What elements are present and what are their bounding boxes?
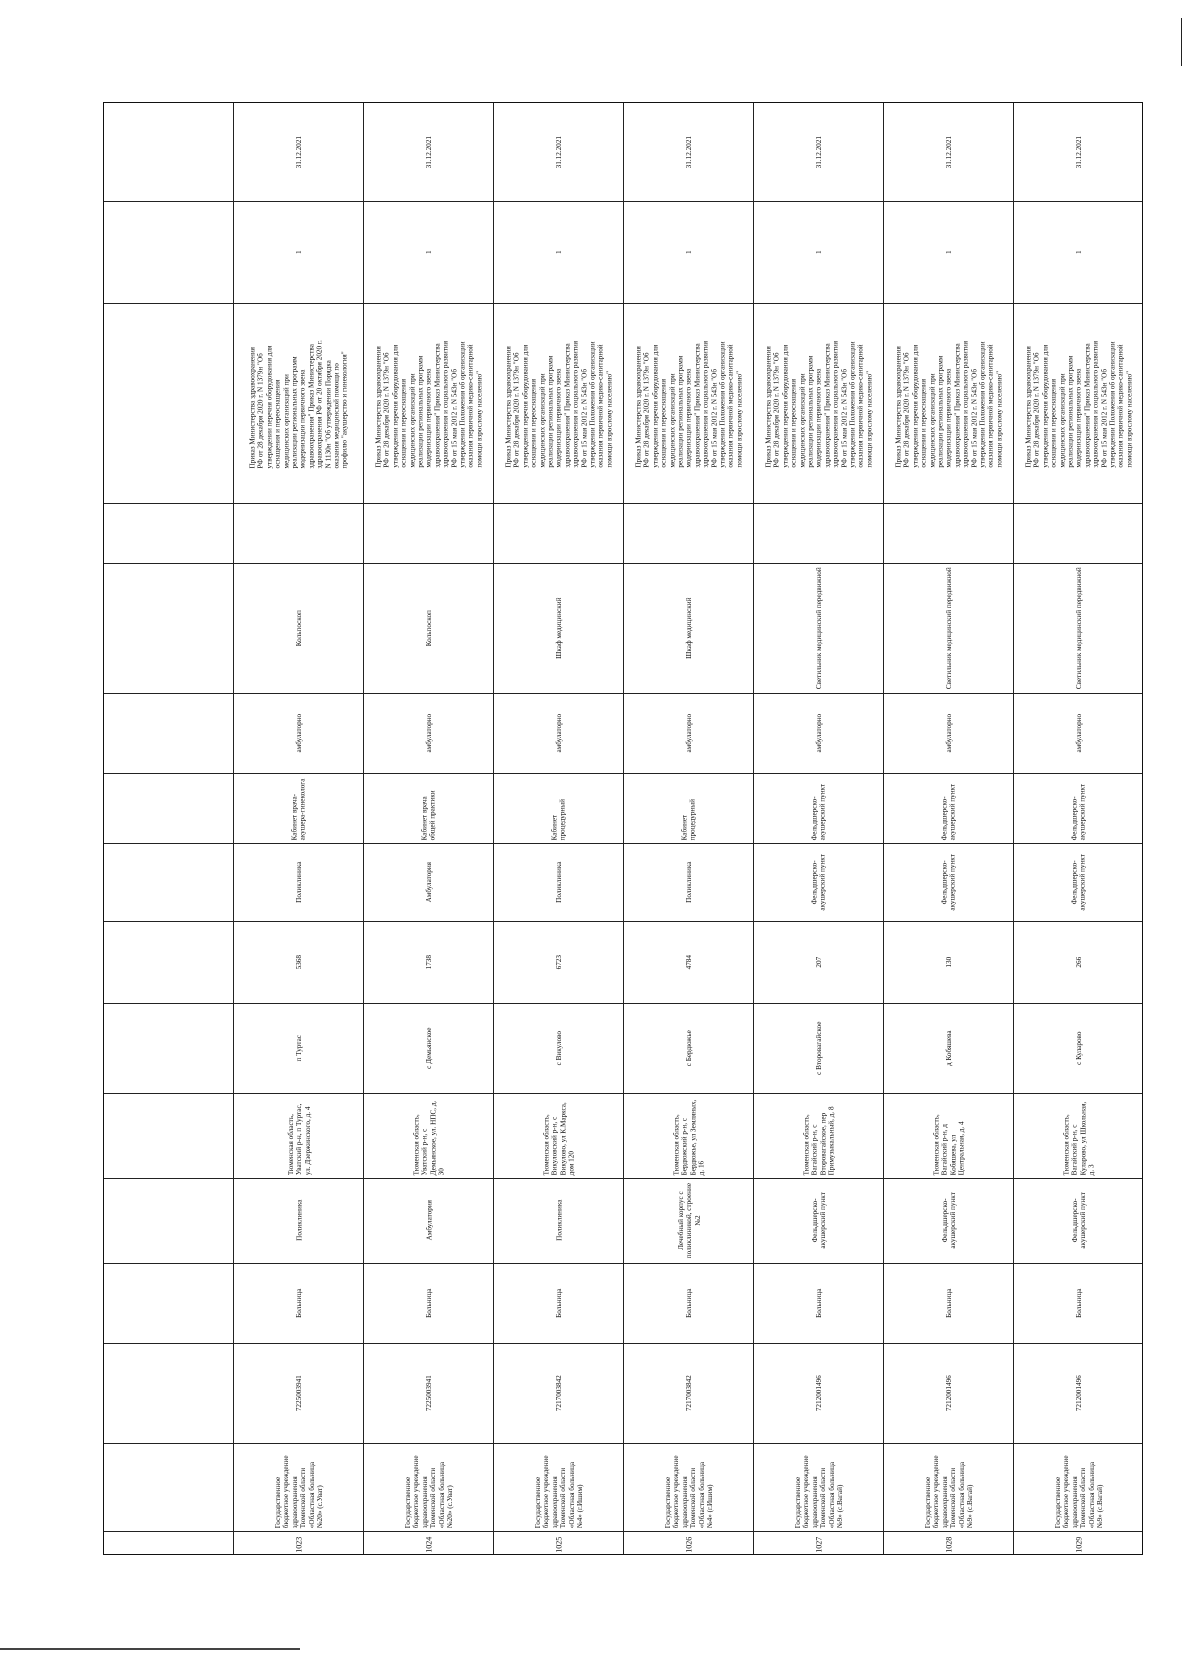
inn-cell-text: 7225003941	[294, 1375, 303, 1411]
unit-cell	[624, 1178, 754, 1263]
inn-cell-text: 7212001496	[814, 1375, 823, 1411]
care-form-cell-text: амбулаторно	[684, 713, 693, 753]
subunit-cell	[624, 843, 754, 921]
care-form-cell-text: амбулаторно	[814, 713, 823, 753]
locality-cell-text: п Туртас	[294, 1034, 303, 1062]
order-reference-cell	[754, 303, 884, 503]
room-cell	[364, 773, 494, 843]
order-reference-cell	[364, 303, 494, 503]
organization-cell-text: Государственное бюджетное учреждение здравоохранения Тюменской области «Областная больница №20» (с.Уват)	[403, 1455, 454, 1528]
room-cell	[494, 773, 624, 843]
extra-cell	[494, 503, 624, 563]
organization-cell	[494, 1443, 624, 1531]
care-form-cell	[494, 693, 624, 773]
subunit-cell-text: Амбулатория	[424, 861, 433, 903]
care-form-cell-text: амбулаторно	[944, 713, 953, 753]
organization-cell-text: Государственное бюджетное учреждение здравоохранения Тюменской области «Областная больница №4» (г.Ишим)	[533, 1455, 584, 1528]
order-reference-cell	[1014, 303, 1144, 503]
address-cell-text: Тюменская область, Уватский р-н, с Демьянское, ул. НПС, д. 30	[412, 1100, 446, 1175]
unit-cell	[1014, 1178, 1144, 1263]
quantity-cell-text: 1	[814, 250, 823, 254]
room-cell-text: Кабинет врача общей практики	[420, 790, 437, 840]
care-form-cell-text: амбулаторно	[424, 713, 433, 753]
table-row	[754, 103, 884, 1554]
date-cell	[494, 103, 624, 201]
row-number-cell-text: 1025	[553, 1537, 563, 1553]
facility-type-cell-text: Больница	[294, 1288, 303, 1318]
organization-cell-text: Государственное бюджетное учреждение здравоохранения Тюменской области «Областная больница №9» (с.Вагай)	[1053, 1455, 1104, 1528]
address-cell	[624, 1093, 754, 1178]
organization-cell	[234, 1443, 364, 1531]
population-cell	[624, 921, 754, 1003]
population-cell-text: 5368	[294, 954, 303, 970]
inn-cell-text: 7212001496	[1074, 1375, 1083, 1411]
extra-cell	[754, 503, 884, 563]
care-form-cell	[1014, 693, 1144, 773]
inn-cell	[624, 1343, 754, 1443]
equipment-cell	[754, 563, 884, 693]
locality-cell	[494, 1003, 624, 1093]
equipment-cell-text: Светильник медицинский передвижной	[814, 567, 823, 689]
header-strip	[104, 103, 234, 1554]
row-number-cell-text: 1028	[943, 1537, 953, 1553]
quantity-cell-text: 1	[294, 250, 303, 254]
equipment-cell-text: Светильник медицинский передвижной	[1074, 567, 1083, 689]
facility-type-cell-text: Больница	[424, 1288, 433, 1318]
population-cell	[754, 921, 884, 1003]
organization-cell-text: Государственное бюджетное учреждение здравоохранения Тюменской области «Областная больница №20» (с.Уват)	[273, 1455, 324, 1528]
unit-cell-text: Лечебный корпус с поликлиникой, строение №2	[676, 1182, 702, 1259]
row-number-cell-text: 1023	[293, 1537, 303, 1553]
order-reference-cell	[234, 303, 364, 503]
subunit-cell-text: Поликлиника	[554, 861, 563, 903]
order-reference-cell-text: Приказ Министерства здравоохранения РФ от 28 декабря 2020 г. N 1379н "Об утверждении перечня оборудования для оснащения и переоснащения медицинских организаций при реализации региональных программ модернизации первичного звена здравоохранения" Приказ Министерства здравоохранения РФ от 20 октября 2020 г. N 1130н "Об утверждении Порядка оказания медицинской помощи по профилю "акушерство и гинекология"	[248, 339, 350, 468]
quantity-cell	[754, 201, 884, 303]
population-cell-text: 1738	[424, 954, 433, 970]
facility-type-cell-text: Больница	[1074, 1288, 1083, 1318]
facility-type-cell	[234, 1263, 364, 1343]
quantity-cell-text: 1	[1074, 250, 1083, 254]
population-cell-text: 266	[1074, 956, 1083, 968]
organization-cell-text: Государственное бюджетное учреждение здравоохранения Тюменской области «Областная больница №9» (с.Вагай)	[923, 1455, 974, 1528]
facility-type-cell-text: Больница	[944, 1288, 953, 1318]
subunit-cell	[494, 843, 624, 921]
facility-type-cell-text: Больница	[814, 1288, 823, 1318]
table-row	[1014, 103, 1144, 1554]
quantity-cell	[884, 201, 1014, 303]
subunit-cell-text: Фельдшерско-акушерский пункт	[1070, 853, 1087, 911]
quantity-cell	[364, 201, 494, 303]
facility-type-cell	[884, 1263, 1014, 1343]
organization-cell	[624, 1443, 754, 1531]
address-cell	[234, 1093, 364, 1178]
subunit-cell	[754, 843, 884, 921]
row-number-cell	[1014, 1531, 1144, 1556]
room-cell	[1014, 773, 1144, 843]
organization-cell	[884, 1443, 1014, 1531]
table-row	[884, 103, 1014, 1554]
quantity-cell	[234, 201, 364, 303]
care-form-cell	[624, 693, 754, 773]
inn-cell	[884, 1343, 1014, 1443]
organization-cell	[754, 1443, 884, 1531]
unit-cell	[364, 1178, 494, 1263]
row-number-cell	[884, 1531, 1014, 1556]
inn-cell	[494, 1343, 624, 1443]
address-cell-text: Тюменская область, Вагайский р-н, д Кобяшева, ул Центральная, д. 4	[932, 1113, 966, 1175]
order-reference-cell-text: Приказ Министерства здравоохранения РФ от 28 декабря 2020 г. N 1379н "Об утверждении перечня оборудования для оснащения и переоснащения медицинских организаций при реализации региональных программ модернизации первичного звена здравоохранения" Приказ Министерства здравоохранения и социального развития РФ от 15 мая 2012 г. N 543н "Об утверждении Положения об организации оказания первичной медико-санитарной помощи взрослому населению"	[894, 341, 1004, 468]
order-reference-cell-text: Приказ Министерства здравоохранения РФ от 28 декабря 2020 г. N 1379н "Об утверждении перечня оборудования для оснащения и переоснащения медицинских организаций при реализации региональных программ модернизации первичного звена здравоохранения" Приказ Министерства здравоохранения и социального развития РФ от 15 мая 2012 г. N 543н "Об утверждении Положения об организации оказания первичной медико-санитарной помощи взрослому населению"	[504, 341, 614, 468]
extra-cell	[364, 503, 494, 563]
row-number-cell	[754, 1531, 884, 1556]
row-number-cell-text: 1026	[683, 1537, 693, 1553]
care-form-cell	[234, 693, 364, 773]
room-cell	[624, 773, 754, 843]
date-cell	[364, 103, 494, 201]
row-number-cell-text: 1029	[1073, 1537, 1083, 1553]
organization-cell	[364, 1443, 494, 1531]
order-reference-cell	[884, 303, 1014, 503]
facility-type-cell	[754, 1263, 884, 1343]
quantity-cell	[624, 201, 754, 303]
date-cell-text: 31.12.2021	[814, 135, 823, 169]
facility-type-cell	[494, 1263, 624, 1343]
table-row	[494, 103, 624, 1554]
population-cell-text: 4784	[684, 954, 693, 970]
facility-type-cell	[364, 1263, 494, 1343]
care-form-cell-text: амбулаторно	[1074, 713, 1083, 753]
scan-edge-mark	[1181, 18, 1182, 66]
extra-cell	[884, 503, 1014, 563]
facility-type-cell	[624, 1263, 754, 1343]
address-cell	[364, 1093, 494, 1178]
room-cell-text: Фельдшерско-акушерский пункт	[810, 783, 827, 840]
unit-cell-text: Поликлиника	[294, 1199, 303, 1242]
address-cell-text: Тюменская область, Викуловский р-н, с Викулово, ул К.Маркса, дом 120	[542, 1101, 576, 1175]
address-cell-text: Тюменская область, Вагайский р-н, с Второвагайское, пер Примузыкальный, д. 8	[802, 1106, 836, 1175]
organization-cell-text: Государственное бюджетное учреждение здравоохранения Тюменской области «Областная больница №4» (г.Ишим)	[663, 1455, 714, 1528]
population-cell-text: 207	[814, 956, 823, 968]
address-cell	[1014, 1093, 1144, 1178]
row-number-cell	[494, 1531, 624, 1556]
population-cell-text: 130	[944, 956, 953, 968]
inn-cell	[754, 1343, 884, 1443]
date-cell	[754, 103, 884, 201]
room-cell-text: Кабинет врача-акушера-гинеколога	[290, 778, 307, 840]
table-row	[624, 103, 754, 1554]
population-cell	[884, 921, 1014, 1003]
facility-type-cell	[1014, 1263, 1144, 1343]
room-cell-text: Кабинет процедурный	[550, 798, 567, 840]
room-cell-text: Фельдшерско-акушерский пункт	[1070, 783, 1087, 840]
order-reference-cell-text: Приказ Министерства здравоохранения РФ от 28 декабря 2020 г. N 1379н "Об утверждении перечня оборудования для оснащения и переоснащения медицинских организаций при реализации региональных программ модернизации первичного звена здравоохранения" Приказ Министерства здравоохранения и социального развития РФ от 15 мая 2012 г. N 543н "Об утверждении Положения об организации оказания первичной медико-санитарной помощи взрослому населению"	[374, 341, 484, 468]
population-cell-text: 6723	[554, 954, 563, 970]
locality-cell-text: д Кобяшева	[944, 1030, 953, 1066]
equipment-cell-text: Шкаф медицинский	[554, 597, 563, 659]
row-number-cell	[364, 1531, 494, 1556]
subunit-cell	[234, 843, 364, 921]
extra-cell	[1014, 503, 1144, 563]
unit-cell	[234, 1178, 364, 1263]
subunit-cell-text: Фельдшерско-акушерский пункт	[940, 853, 957, 911]
row-number-cell	[234, 1531, 364, 1556]
equipment-cell	[624, 563, 754, 693]
inn-cell-text: 7217003842	[554, 1375, 563, 1411]
care-form-cell	[884, 693, 1014, 773]
order-reference-cell	[494, 303, 624, 503]
date-cell-text: 31.12.2021	[294, 135, 303, 169]
subunit-cell	[364, 843, 494, 921]
locality-cell	[234, 1003, 364, 1093]
locality-cell	[884, 1003, 1014, 1093]
locality-cell-text: с Викулово	[554, 1030, 563, 1066]
inn-cell	[234, 1343, 364, 1443]
date-cell	[624, 103, 754, 201]
subunit-cell-text: Поликлиника	[684, 861, 693, 903]
equipment-cell-text: Шкаф медицинский	[684, 597, 693, 659]
organization-cell-text: Государственное бюджетное учреждение здравоохранения Тюменской области «Областная больница №9» (с.Вагай)	[793, 1455, 844, 1528]
unit-cell	[494, 1178, 624, 1263]
date-cell	[1014, 103, 1144, 201]
unit-cell	[754, 1178, 884, 1263]
date-cell-text: 31.12.2021	[1074, 135, 1083, 169]
care-form-cell	[364, 693, 494, 773]
table-row	[364, 103, 494, 1554]
date-cell-text: 31.12.2021	[554, 135, 563, 169]
inn-cell-text: 7225003941	[424, 1375, 433, 1411]
date-cell-text: 31.12.2021	[684, 135, 693, 169]
room-cell	[884, 773, 1014, 843]
subunit-cell	[884, 843, 1014, 921]
quantity-cell	[1014, 201, 1144, 303]
inn-cell	[364, 1343, 494, 1443]
date-cell-text: 31.12.2021	[944, 135, 953, 169]
address-cell-text: Тюменская область, Уватский р-н, п Туртас, ул. Дзержинского, д. 4	[286, 1103, 312, 1175]
locality-cell	[1014, 1003, 1144, 1093]
equipment-cell-text: Кольпоскоп	[294, 609, 303, 647]
unit-cell-text: Фельдшерско-акушерский пункт	[810, 1192, 827, 1249]
quantity-cell-text: 1	[944, 250, 953, 254]
locality-cell-text: с Демьянское	[424, 1027, 433, 1069]
date-cell	[884, 103, 1014, 201]
locality-cell	[624, 1003, 754, 1093]
equipment-cell	[364, 563, 494, 693]
room-cell-text: Фельдшерско-акушерский пункт	[940, 783, 957, 840]
subunit-cell	[1014, 843, 1144, 921]
population-cell	[364, 921, 494, 1003]
unit-cell	[884, 1178, 1014, 1263]
order-reference-cell-text: Приказ Министерства здравоохранения РФ от 28 декабря 2020 г. N 1379н "Об утверждении перечня оборудования для оснащения и переоснащения медицинских организаций при реализации региональных программ модернизации первичного звена здравоохранения" Приказ Министерства здравоохранения и социального развития РФ от 15 мая 2012 г. N 543н "Об утверждении Положения об организации оказания первичной медико-санитарной помощи взрослому населению"	[1024, 341, 1134, 468]
equipment-cell-text: Кольпоскоп	[424, 609, 433, 647]
table-row	[234, 103, 364, 1554]
locality-cell-text: с Бердюжье	[684, 1029, 693, 1067]
locality-cell	[754, 1003, 884, 1093]
facility-type-cell-text: Больница	[554, 1288, 563, 1318]
address-cell-text: Тюменская область, Бердюжский р-н, с Бердюжье, ул Земляных, д. 16	[672, 1099, 706, 1175]
row-number-cell-text: 1027	[813, 1537, 823, 1553]
extra-cell	[624, 503, 754, 563]
subunit-cell-text: Фельдшерско-акушерский пункт	[810, 853, 827, 911]
inn-cell-text: 7212001496	[944, 1375, 953, 1411]
unit-cell-text: Амбулатория	[424, 1200, 433, 1241]
care-form-cell-text: амбулаторно	[294, 713, 303, 753]
equipment-register-table	[103, 102, 1143, 1555]
subunit-cell-text: Поликлиника	[294, 861, 303, 903]
address-cell-text: Тюменская область, Вагайский р-н, с Куларово, ул Школьная, д. 3	[1062, 1101, 1096, 1175]
equipment-cell	[1014, 563, 1144, 693]
room-cell	[234, 773, 364, 843]
quantity-cell-text: 1	[554, 250, 563, 254]
scan-bottom-line	[0, 1648, 300, 1650]
address-cell	[884, 1093, 1014, 1178]
population-cell	[234, 921, 364, 1003]
order-reference-cell	[624, 303, 754, 503]
locality-cell-text: с Куларово	[1074, 1031, 1083, 1065]
room-cell	[754, 773, 884, 843]
locality-cell-text: с Второвагайское	[814, 1021, 823, 1075]
inn-cell-text: 7217003842	[684, 1375, 693, 1411]
quantity-cell-text: 1	[424, 250, 433, 254]
date-cell	[234, 103, 364, 201]
locality-cell	[364, 1003, 494, 1093]
unit-cell-text: Поликлиника	[554, 1199, 563, 1242]
unit-cell-text: Фельдшерско-акушерский пункт	[940, 1192, 957, 1249]
inn-cell	[1014, 1343, 1144, 1443]
order-reference-cell-text: Приказ Министерства здравоохранения РФ от 28 декабря 2020 г. N 1379н "Об утверждении перечня оборудования для оснащения и переоснащения медицинских организаций при реализации региональных программ модернизации первичного звена здравоохранения" Приказ Министерства здравоохранения и социального развития РФ от 15 мая 2012 г. N 543н "Об утверждении Положения об организации оказания первичной медико-санитарной помощи взрослому населению"	[764, 341, 874, 468]
equipment-cell-text: Светильник медицинский передвижной	[944, 567, 953, 689]
address-cell	[754, 1093, 884, 1178]
equipment-cell	[494, 563, 624, 693]
unit-cell-text: Фельдшерско-акушерский пункт	[1070, 1192, 1087, 1249]
equipment-cell	[234, 563, 364, 693]
date-cell-text: 31.12.2021	[424, 135, 433, 169]
order-reference-cell-text: Приказ Министерства здравоохранения РФ от 28 декабря 2020 г. N 1379н "Об утверждении перечня оборудования для оснащения и переоснащения медицинских организаций при реализации региональных программ модернизации первичного звена здравоохранения" Приказ Министерства здравоохранения и социального развития РФ от 15 мая 2012 г. N 543н "Об утверждении Положения об организации оказания первичной медико-санитарной помощи взрослому населению"	[634, 341, 744, 468]
care-form-cell-text: амбулаторно	[554, 713, 563, 753]
organization-cell	[1014, 1443, 1144, 1531]
quantity-cell-text: 1	[684, 250, 693, 254]
care-form-cell	[754, 693, 884, 773]
population-cell	[494, 921, 624, 1003]
row-number-cell	[624, 1531, 754, 1556]
equipment-cell	[884, 563, 1014, 693]
room-cell-text: Кабинет процедурный	[680, 798, 697, 840]
extra-cell	[234, 503, 364, 563]
row-number-cell-text: 1024	[423, 1537, 433, 1553]
facility-type-cell-text: Больница	[684, 1288, 693, 1318]
address-cell	[494, 1093, 624, 1178]
population-cell	[1014, 921, 1144, 1003]
quantity-cell	[494, 201, 624, 303]
